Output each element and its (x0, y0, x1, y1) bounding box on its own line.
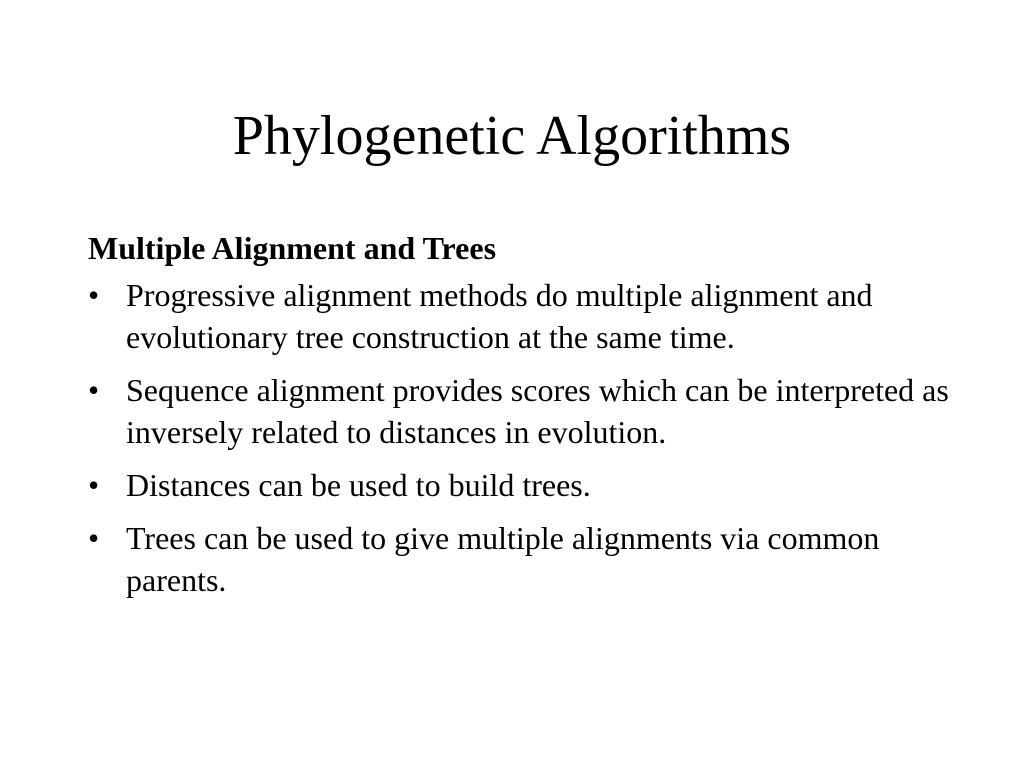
bullet-icon: • (88, 277, 100, 313)
bullet-item (88, 369, 968, 453)
bullet-text: Sequence alignment provides scores which can be interpreted as inversely related to distances in evolution. (126, 372, 949, 450)
slide-content (88, 226, 968, 612)
bullet-item (88, 274, 968, 358)
bullet-text: Trees can be used to give multiple alignments via common parents. (126, 520, 880, 598)
slide-title: Phylogenetic Algorithms (232, 105, 792, 167)
bullet-icon: • (88, 467, 100, 503)
slide-subheading: Multiple Alignment and Trees (88, 230, 497, 266)
bullet-list (88, 274, 968, 601)
bullet-text: Progressive alignment methods do multiple alignment and evolutionary tree construction at the same time. (126, 277, 873, 355)
bullet-text: Distances can be used to build trees. (126, 467, 591, 503)
bullet-icon: • (88, 372, 100, 408)
bullet-item (88, 464, 968, 506)
bullet-icon: • (88, 520, 100, 556)
bullet-item (88, 517, 968, 601)
